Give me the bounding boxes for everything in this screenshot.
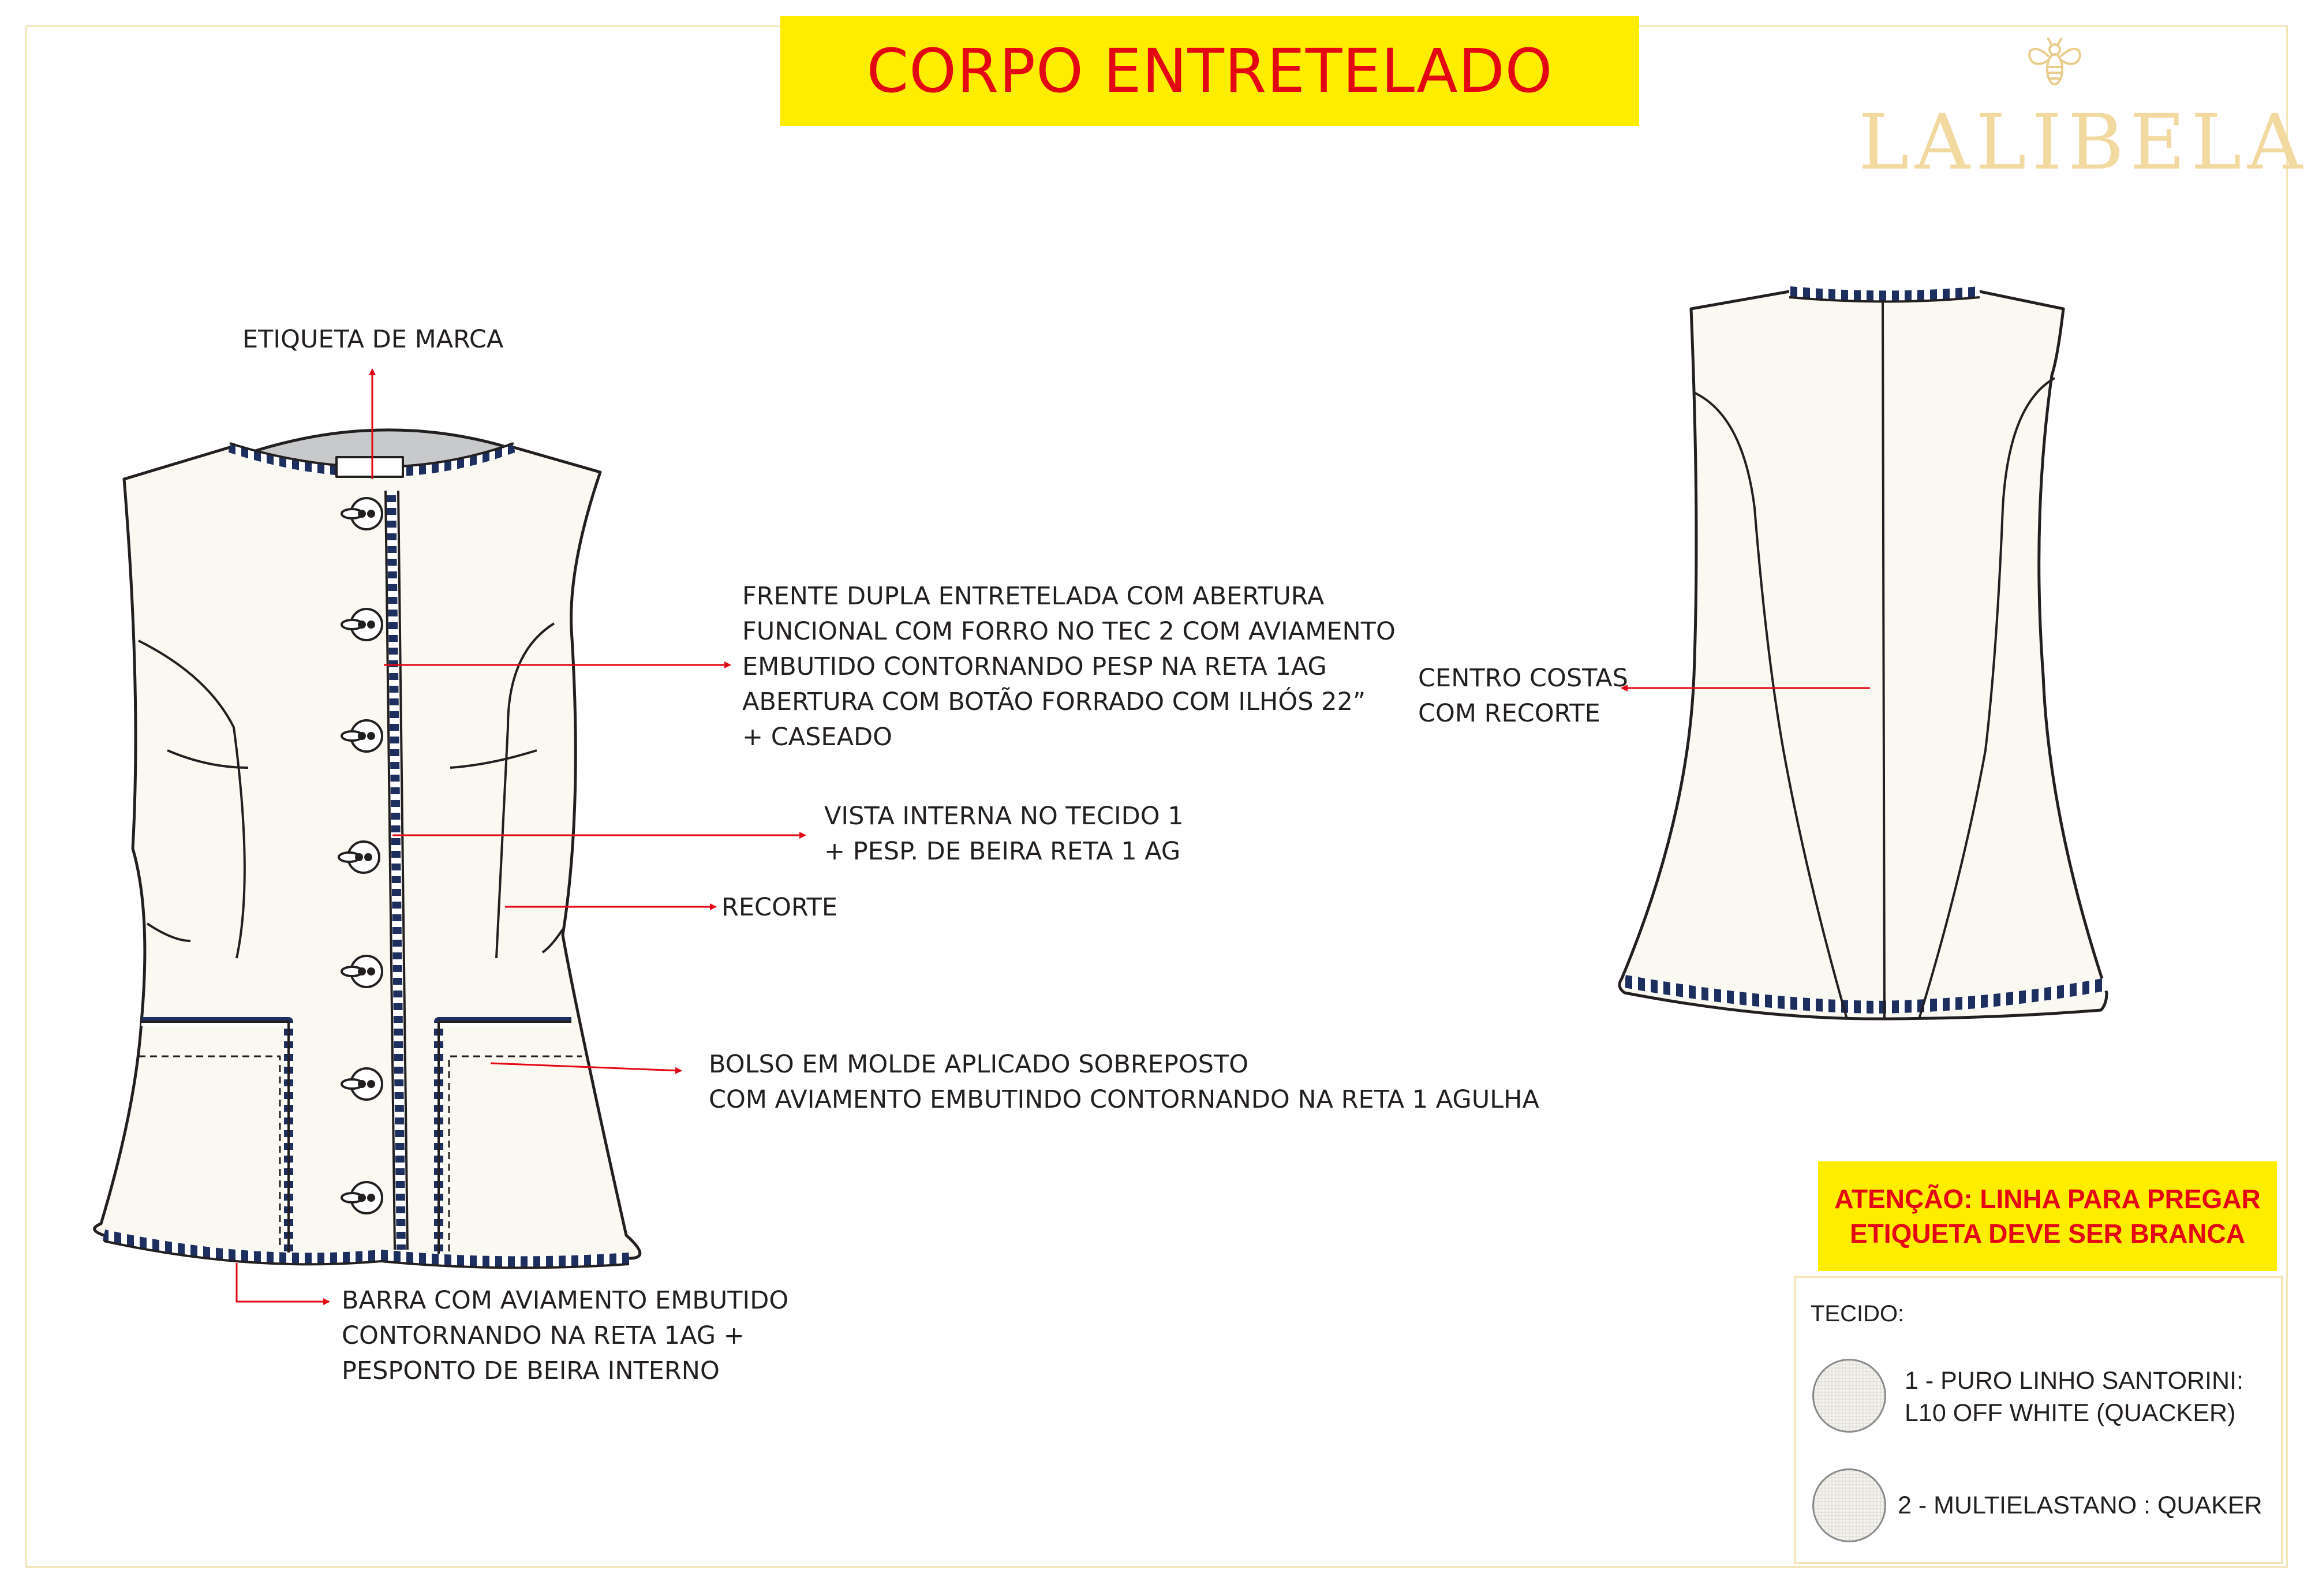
fabric-legend [1794,1276,2283,1564]
callout-recorte: RECORTE [721,893,838,922]
callout-vista: VISTA INTERNA NO TECIDO 1 + PESP. DE BEIRA RETA 1 AG [824,802,1184,866]
callout-frente: FRENTE DUPLA ENTRETELADA COM ABERTURA FUNCIONAL COM FORRO NO TEC 2 COM AVIAMENTO EMBUTIDO CONTORNANDO PESP NA RETA 1AG ABERTURA COM BOTÃO FORRADO COM ILHÓS 22” + CASEADO [742,582,1396,752]
warning-banner [1818,1161,2277,1271]
back-neck-piping [1789,291,1980,296]
fabric-swatch-1 [1812,1359,1886,1433]
brand-logo: LALIBELA [1858,98,2309,187]
fabric-label-1: 1 - PURO LINHO SANTORINI: L10 OFF WHITE (QUACKER) [1905,1367,2243,1427]
legend-heading: TECIDO: [1811,1301,1905,1326]
warning-line-1: ATENÇÃO: LINHA PARA PREGAR [1834,1184,2261,1214]
page-title: CORPO ENTRETELADO [866,36,1553,106]
back-body [1620,291,2107,1019]
fabric-label-2: 2 - MULTIELASTANO : QUAKER [1898,1492,2262,1519]
callout-barra: BARRA COM AVIAMENTO EMBUTIDO CONTORNANDO NA RETA 1AG + PESPONTO DE BEIRA INTERNO [342,1286,789,1385]
front-view [95,430,640,1268]
warning-line-2: ETIQUETA DEVE SER BRANCA [1850,1219,2245,1249]
brand-label [336,457,403,477]
fabric-swatch-2 [1812,1468,1886,1542]
arrow-barra [237,1263,329,1302]
callout-bolso: BOLSO EM MOLDE APLICADO SOBREPOSTO COM AVIAMENTO EMBUTINDO CONTORNANDO NA RETA 1 AGULHA [709,1050,1539,1114]
callout-centro-costas: CENTRO COSTAS COM RECORTE [1418,664,1628,728]
callout-etiqueta: ETIQUETA DE MARCA [242,325,504,354]
back-view [1620,291,2107,1019]
